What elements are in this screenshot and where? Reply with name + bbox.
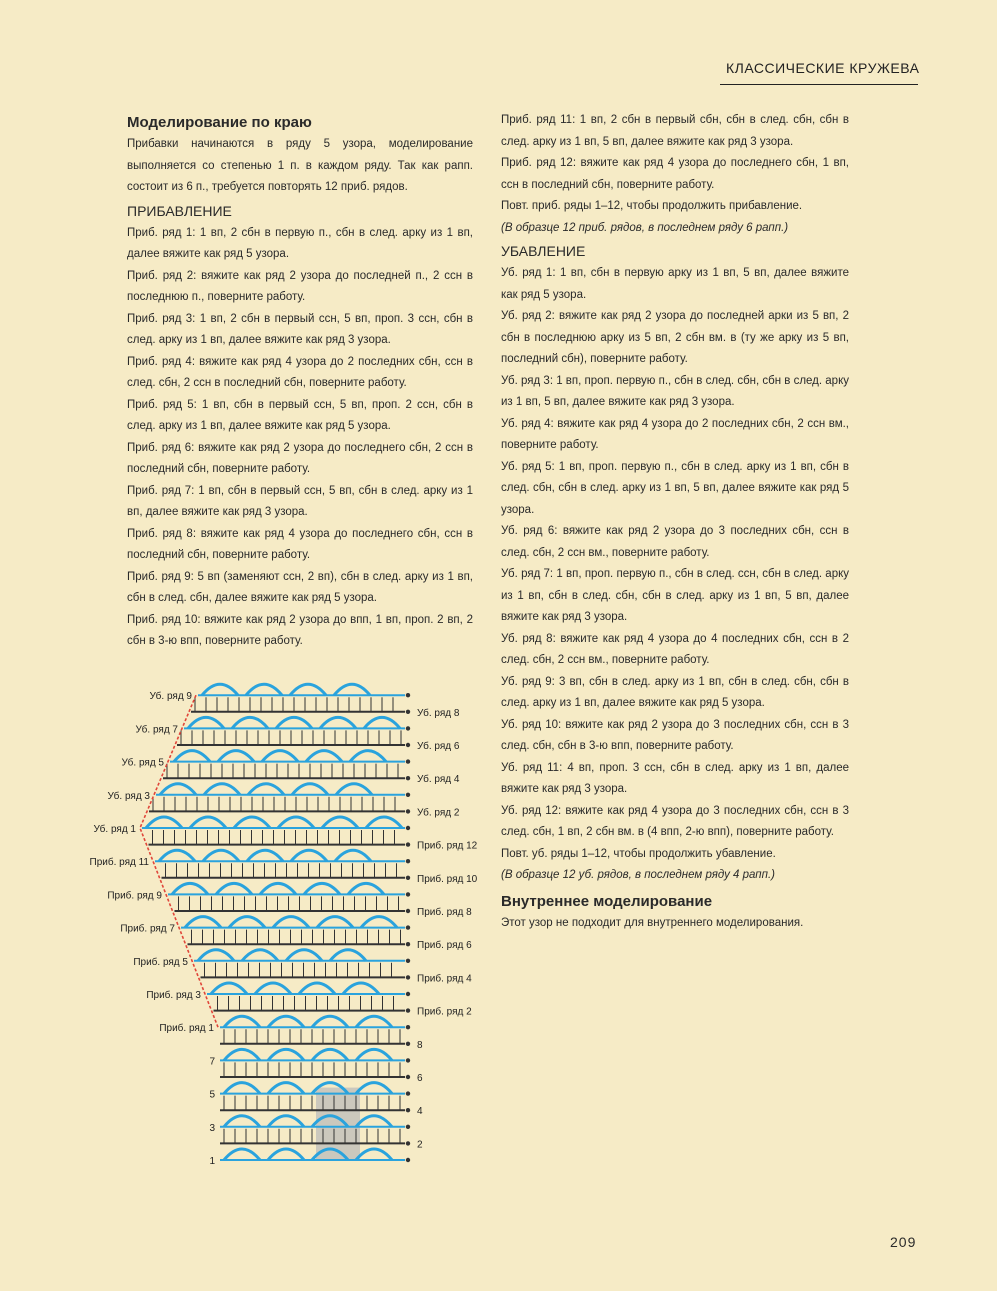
chain-arch (211, 983, 247, 994)
chain-arch (146, 817, 182, 828)
chain-arch (356, 1116, 392, 1127)
instruction-row: Уб. ряд 7: 1 вп, проп. первую п., сбн в след. ссн, сбн в след. арку из 1 вп, сбн в след. сбн, сбн в след. арку из 1 вп, 5 вп, далее вяжите как ряд 3 узора. (501, 568, 849, 623)
chain-arch (242, 950, 278, 961)
edge-shaping-intro: Прибавки начинаются в ряду 5 узора, моделирование выполняется со степенью 1 п. в каждом ряду. Так как рапп. состоит из 6 п., требуется повторять 12 приб. рядов. (127, 138, 473, 193)
row-end-dot (406, 1108, 410, 1112)
row-end-dot (406, 975, 410, 979)
instruction-row: Приб. ряд 2: вяжите как ряд 2 узора до последней п., 2 ссн в последнюю п., поверните работу. (127, 269, 473, 303)
chain-arch (246, 684, 282, 695)
chain-arch (268, 1049, 304, 1060)
internal-shaping-title: Внутреннее моделирование (501, 892, 713, 910)
chain-arch (262, 751, 298, 762)
instruction-row: Приб. ряд 8: вяжите как ряд 4 узора до последнего сбн, ссн в последний сбн, поверните работу. (127, 527, 473, 561)
row-end-dot (406, 826, 410, 830)
instruction-row: Повт. уб. ряды 1–12, чтобы продолжить убавление. (501, 847, 776, 860)
chain-arch (224, 1083, 260, 1094)
row-label: Уб. ряд 5 (121, 757, 164, 769)
section-title: КЛАССИЧЕСКИЕ КРУЖЕВА (726, 60, 920, 76)
chain-arch (312, 1016, 348, 1027)
instruction-row: Приб. ряд 5: 1 вп, сбн в первый ссн, 5 вп, проп. 2 ссн, сбн в след. арку из 1 вп, далее вяжите как ряд 5 узора. (127, 398, 473, 432)
chain-arch (335, 850, 371, 861)
row-end-dot (406, 1025, 410, 1029)
chain-arch (286, 950, 322, 961)
instruction-row: Приб. ряд 7: 1 вп, сбн в первый ссн, 5 вп, сбн в след. арку из 1 вп, далее вяжите как ряд 3 узора. (127, 484, 473, 518)
instruction-row: Приб. ряд 11: 1 вп, 2 сбн в первый сбн, сбн в след. сбн, сбн в след. арку из 1 вп, 5 вп, далее вяжите как ряд 3 узора. (501, 114, 849, 148)
row-end-dot (406, 793, 410, 797)
row-end-dot (406, 1141, 410, 1145)
chain-arch (336, 784, 372, 795)
left-column (127, 112, 473, 653)
row-label: Уб. ряд 9 (149, 691, 192, 703)
row-label: Приб. ряд 11 (89, 857, 149, 869)
row-end-dot (406, 925, 410, 929)
row-end-dot (406, 776, 410, 780)
row-label: Уб. ряд 3 (107, 790, 150, 802)
chain-arch (255, 983, 291, 994)
row-label: 2 (417, 1139, 423, 1151)
chain-arch (224, 1116, 260, 1127)
row-label: Уб. ряд 1 (93, 824, 136, 835)
chain-arch (160, 784, 196, 795)
chain-arch (361, 917, 397, 928)
crochet-chart (60, 660, 510, 1170)
row-label: 6 (417, 1073, 423, 1084)
chain-arch (348, 883, 384, 894)
instruction-row: Приб. ряд 12: вяжите как ряд 4 узора до последнего сбн, 1 вп, ссн в последний сбн, поверните работу. (501, 157, 849, 191)
row-end-dot (406, 1042, 410, 1046)
chain-arch (248, 784, 284, 795)
instruction-row: Приб. ряд 4: вяжите как ряд 4 узора до 2 последних сбн, ссн в след. сбн, 2 ссн в последний сбн, поверните работу. (127, 355, 473, 389)
chain-arch (260, 883, 296, 894)
chain-arch (229, 917, 265, 928)
row-end-dot (406, 876, 410, 880)
row-end-dot (406, 892, 410, 896)
instruction-row: Уб. ряд 9: 3 вп, сбн в след. арку из 1 вп, сбн в след. сбн, сбн в след. арку из 1 вп, далее вяжите как ряд 5 узора. (501, 675, 849, 709)
row-label: 3 (209, 1122, 215, 1134)
row-end-dot (406, 909, 410, 913)
row-label: 7 (209, 1056, 215, 1068)
chain-arch (159, 850, 195, 861)
row-end-dot (406, 842, 410, 846)
chain-arch (198, 950, 234, 961)
instruction-row: Приб. ряд 6: вяжите как ряд 2 узора до последнего сбн, 2 ссн в последний сбн, поверните работу. (127, 441, 473, 475)
instruction-row: Уб. ряд 3: 1 вп, проп. первую п., сбн в след. сбн, сбн в след. арку из 1 вп, 5 вп, далее вяжите как ряд 3 узора. (501, 374, 849, 408)
row-label: Приб. ряд 9 (107, 890, 162, 902)
chain-arch (224, 1149, 260, 1160)
instruction-row: Уб. ряд 1: 1 вп, сбн в первую арку из 1 вп, 5 вп, далее вяжите как ряд 5 узора. (501, 267, 849, 301)
increase-note: (В образце 12 приб. рядов, в последнем ряду 6 рапп.) (501, 221, 789, 234)
chain-arch (322, 817, 358, 828)
row-label: Приб. ряд 8 (417, 907, 472, 918)
row-end-dot (406, 859, 410, 863)
instruction-row: Приб. ряд 9: 5 вп (заменяют ссн, 2 вп), сбн в след. арку из 1 вп, сбн в след. сбн, далее вяжите как ряд 5 узора. (127, 570, 473, 604)
row-label: Уб. ряд 7 (135, 724, 178, 736)
chain-arch (234, 817, 270, 828)
chain-arch (356, 1016, 392, 1027)
row-end-dot (406, 1075, 410, 1079)
row-end-dot (406, 693, 410, 697)
row-end-dot (406, 1158, 410, 1162)
page-number: 209 (890, 1234, 917, 1250)
row-label: Приб. ряд 6 (417, 940, 472, 952)
chain-arch (317, 917, 353, 928)
chain-arch (312, 1049, 348, 1060)
instruction-row: Уб. ряд 4: вяжите как ряд 4 узора до 2 последних сбн, 2 ссн вм., поверните работу. (501, 417, 849, 451)
chain-arch (320, 717, 356, 728)
increase-instructions-continued (501, 110, 849, 218)
chain-arch (290, 684, 326, 695)
row-label: Уб. ряд 4 (417, 774, 460, 786)
row-label: Уб. ряд 8 (417, 707, 460, 719)
chain-arch (356, 1049, 392, 1060)
decrease-instructions (501, 263, 849, 865)
chain-arch (304, 883, 340, 894)
row-end-dot (406, 1058, 410, 1062)
chain-arch (172, 883, 208, 894)
row-end-dot (406, 1091, 410, 1095)
row-label: Приб. ряд 1 (159, 1023, 214, 1035)
chain-arch (278, 817, 314, 828)
chain-arch (276, 717, 312, 728)
row-label: Приб. ряд 5 (133, 956, 188, 968)
decrease-note: (В образце 12 уб. рядов, в последнем ряду 4 рапп.) (501, 869, 775, 881)
row-label: Приб. ряд 3 (146, 990, 201, 1001)
chain-arch (299, 983, 335, 994)
chain-arch (232, 717, 268, 728)
chain-arch (268, 1083, 304, 1094)
row-label: 8 (417, 1039, 423, 1051)
row-end-dot (406, 959, 410, 963)
row-end-dot (406, 759, 410, 763)
chain-arch (224, 1016, 260, 1027)
instruction-row: Приб. ряд 1: 1 вп, 2 сбн в первую п., сбн в след. арку из 1 вп, далее вяжите как ряд 5 узора. (127, 226, 473, 260)
chain-arch (291, 850, 327, 861)
chain-arch (224, 1049, 260, 1060)
instruction-row: Уб. ряд 2: вяжите как ряд 2 узора до последней арки из 5 вп, 2 сбн в последнюю арку из 5 вп, 2 сбн вм. в (ту же арку из 5 вп, последний сбн), поверните работу. (501, 310, 849, 365)
row-end-dot (406, 743, 410, 747)
row-label: Приб. ряд 4 (417, 973, 472, 985)
row-end-dot (406, 1008, 410, 1012)
chain-arch (356, 1083, 392, 1094)
chain-arch (218, 751, 254, 762)
row-label: Приб. ряд 2 (417, 1006, 472, 1018)
chain-arch (292, 784, 328, 795)
chain-arch (273, 917, 309, 928)
chain-arch (190, 817, 226, 828)
chain-arch (330, 950, 366, 961)
row-label: 5 (209, 1089, 215, 1101)
chain-arch (216, 883, 252, 894)
chain-arch (247, 850, 283, 861)
instruction-row: Повт. приб. ряды 1–12, чтобы продолжить прибавление. (501, 200, 803, 212)
chain-arch (174, 751, 210, 762)
chain-arch (204, 784, 240, 795)
row-label: 4 (417, 1106, 423, 1118)
row-end-dot (406, 992, 410, 996)
right-column (501, 110, 849, 934)
chain-arch (188, 717, 224, 728)
chain-arch (202, 684, 238, 695)
chain-arch (343, 983, 379, 994)
row-end-dot (406, 1125, 410, 1129)
instruction-row: Уб. ряд 8: вяжите как ряд 4 узора до 4 последних сбн, ссн в 2 след. сбн, 2 ссн вм., поверните работу. (501, 632, 849, 666)
instruction-row: Приб. ряд 3: 1 вп, 2 сбн в первый ссн, 5 вп, проп. 3 ссн, сбн в след. арку из 1 вп, далее вяжите как ряд 3 узора. (127, 312, 473, 346)
row-end-dot (406, 726, 410, 730)
row-end-dot (406, 942, 410, 946)
chain-arch (356, 1149, 392, 1160)
chain-arch (350, 751, 386, 762)
chain-arch (334, 684, 370, 695)
row-label: Уб. ряд 6 (417, 741, 460, 752)
row-label: Приб. ряд 7 (120, 923, 175, 935)
instruction-row: Уб. ряд 5: 1 вп, проп. первую п., сбн в след. арку из 1 вп, сбн в след. сбн, сбн в след. арку из 1 вп, 5 вп, далее вяжите как ряд 5 узора. (501, 460, 849, 516)
row-label: Приб. ряд 10 (417, 873, 478, 885)
row-end-dot (406, 710, 410, 714)
chain-arch (185, 917, 221, 928)
row-end-dot (406, 809, 410, 813)
header-rule (720, 84, 918, 85)
instruction-row: Приб. ряд 10: вяжите как ряд 2 узора до впп, 1 вп, проп. 2 вп, 2 сбн в 3-ю впп, поверните работу. (127, 613, 473, 647)
internal-shaping-text: Этот узор не подходит для внутреннего моделирования. (501, 916, 804, 929)
increase-heading: ПРИБАВЛЕНИЕ (127, 202, 232, 219)
decrease-heading: УБАВЛЕНИЕ (501, 243, 586, 259)
chain-arch (306, 751, 342, 762)
instruction-row: Уб. ряд 6: вяжите как ряд 2 узора до 3 последних сбн, ссн в след. сбн, 2 ссн вм., поверните работу. (501, 525, 849, 559)
row-label: Приб. ряд 12 (417, 840, 478, 852)
edge-shaping-title: Моделирование по краю (127, 114, 312, 131)
chain-arch (268, 1149, 304, 1160)
chain-arch (268, 1116, 304, 1127)
increase-instructions (127, 223, 473, 653)
chain-arch (364, 717, 400, 728)
chain-arch (203, 850, 239, 861)
row-label: 1 (209, 1156, 215, 1167)
instruction-row: Уб. ряд 11: 4 вп, проп. 3 ссн, сбн в след. арку из 1 вп, далее вяжите как ряд 3 узора. (501, 761, 849, 795)
instruction-row: Уб. ряд 12: вяжите как ряд 4 узора до 3 последних сбн, ссн в 3 след. сбн, 1 вп, 2 сбн вм. в (4 впп, 2-ю впп), поверните работу. (501, 804, 849, 838)
chain-arch (366, 817, 402, 828)
row-label: Уб. ряд 2 (417, 807, 460, 819)
chain-arch (268, 1016, 304, 1027)
instruction-row: Уб. ряд 10: вяжите как ряд 2 узора до 3 последних сбн, ссн в 3 след. сбн, сбн в 3-ю впп, поверните работу. (501, 718, 849, 752)
